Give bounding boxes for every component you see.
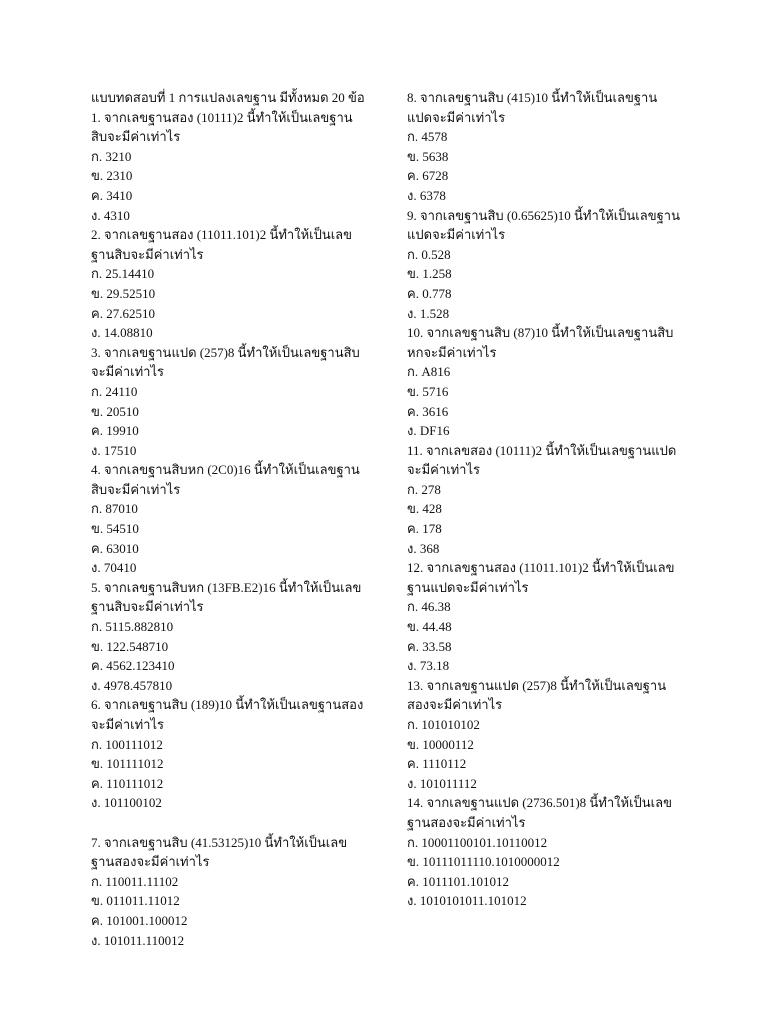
question-1 bbox=[91, 108, 366, 226]
question-5-prompt: 5. จากเลขฐานสิบหก (13FB.E2)16 นี้ทำให้เป็นเลขฐานสิบจะมีค่าเท่าไร bbox=[91, 579, 362, 615]
question-3-choice-4: ง. 17510 bbox=[91, 442, 137, 458]
question-14-choice-2: ข. 10111011110.1010000012 bbox=[407, 854, 560, 870]
question-12-choice-1: ก. 46.38 bbox=[407, 599, 451, 615]
question-11-choice-3: ค. 178 bbox=[407, 521, 442, 537]
question-13-choice-3: ค. 1110112 bbox=[407, 756, 467, 772]
question-5-choice-1: ก. 5115.882810 bbox=[91, 619, 174, 635]
question-12-choice-2: ข. 44.48 bbox=[407, 619, 452, 635]
right-column bbox=[407, 88, 682, 911]
question-10-choice-3: ค. 3616 bbox=[407, 403, 449, 419]
question-8-choice-2: ข. 5638 bbox=[407, 148, 449, 164]
question-7-choice-2: ข. 011011.11012 bbox=[91, 893, 180, 909]
exam-title: แบบทดสอบที่ 1 การแปลงเลขฐาน มีทั้งหมด 20 ข้อ bbox=[91, 90, 365, 105]
question-14-prompt: 14. จากเลขฐานแปด (2736.501)8 นี้ทำให้เป็นเลขฐานสองจะมีค่าเท่าไร bbox=[407, 795, 672, 830]
question-13 bbox=[407, 676, 682, 794]
left-column bbox=[91, 88, 366, 950]
question-13-prompt: 13. จากเลขฐานแปด (257)8 นี้ทำให้เป็นเลขฐานสองจะมีค่าเท่าไร bbox=[407, 677, 667, 713]
question-5 bbox=[91, 578, 366, 696]
question-1-choice-2: ข. 2310 bbox=[91, 168, 133, 184]
question-14-choice-4: ง. 1010101011.101012 bbox=[407, 893, 527, 909]
question-1-prompt: 1. จากเลขฐานสอง (10111)2 นี้ทำให้เป็นเลขฐานสิบจะมีค่าเท่าไร bbox=[91, 109, 353, 145]
question-3-choice-2: ข. 20510 bbox=[91, 403, 139, 419]
question-10-prompt: 10. จากเลขฐานสิบ (87)10 นี้ทำให้เป็นเลขฐานสิบหกจะมีค่าเท่าไร bbox=[407, 325, 674, 360]
question-8-choice-3: ค. 6728 bbox=[407, 168, 449, 184]
question-6 bbox=[91, 695, 366, 813]
question-10-choice-4: ง. DF16 bbox=[407, 423, 450, 439]
question-3-choice-3: ค. 19910 bbox=[91, 423, 139, 439]
question-5-choice-4: ง. 4978.457810 bbox=[91, 677, 173, 693]
question-14 bbox=[407, 793, 682, 911]
question-8 bbox=[407, 88, 682, 206]
question-2 bbox=[91, 225, 366, 343]
question-7-prompt: 7. จากเลขฐานสิบ (41.53125)10 นี้ทำให้เป็นเลขฐานสองจะมีค่าเท่าไร bbox=[91, 834, 348, 870]
question-9-choice-2: ข. 1.258 bbox=[407, 266, 452, 282]
question-13-choice-1: ก. 101010102 bbox=[407, 717, 480, 732]
question-11-prompt: 11. จากเลขสอง (10111)2 นี้ทำให้เป็นเลขฐานแปดจะมีค่าเท่าไร bbox=[407, 442, 677, 478]
question-2-prompt: 2. จากเลขฐานสอง (11011.101)2 นี้ทำให้เป็นเลขฐานสิบจะมีค่าเท่าไร bbox=[91, 227, 353, 262]
question-11-choice-4: ง. 368 bbox=[407, 540, 440, 556]
question-1-choice-1: ก. 3210 bbox=[91, 148, 132, 164]
question-6-choice-4: ง. 101100102 bbox=[91, 795, 162, 811]
question-1-choice-3: ค. 3410 bbox=[91, 187, 133, 203]
question-2-choice-3: ค. 27.62510 bbox=[91, 305, 155, 321]
question-4-choice-2: ข. 54510 bbox=[91, 521, 139, 537]
question-8-choice-1: ก. 4578 bbox=[407, 129, 448, 145]
question-7-choice-4: ง. 101011.110012 bbox=[91, 932, 185, 948]
question-6-choice-2: ข. 101111012 bbox=[91, 756, 164, 772]
question-6-choice-3: ค. 110111012 bbox=[91, 775, 164, 791]
question-6-prompt: 6. จากเลขฐานสิบ (189)10 นี้ทำให้เป็นเลขฐานสองจะมีค่าเท่าไร bbox=[91, 697, 364, 732]
question-5-choice-3: ค. 4562.123410 bbox=[91, 658, 175, 674]
question-2-choice-1: ก. 25.14410 bbox=[91, 266, 155, 282]
question-9-choice-4: ง. 1.528 bbox=[407, 305, 450, 321]
question-2-choice-2: ข. 29.52510 bbox=[91, 285, 156, 301]
question-8-choice-4: ง. 6378 bbox=[407, 187, 446, 203]
question-12-prompt: 12. จากเลขฐานสอง (11011.101)2 นี้ทำให้เป็นเลขฐานแปดจะมีค่าเท่าไร bbox=[407, 560, 675, 595]
question-7-choice-1: ก. 110011.11102 bbox=[91, 873, 179, 889]
question-11 bbox=[407, 441, 682, 559]
question-13-choice-4: ง. 101011112 bbox=[407, 775, 477, 791]
question-14-choice-3: ค. 1011101.101012 bbox=[407, 873, 509, 889]
question-10 bbox=[407, 323, 682, 441]
question-2-choice-4: ง. 14.08810 bbox=[91, 325, 153, 341]
question-8-prompt: 8. จากเลขฐานสิบ (415)10 นี้ทำให้เป็นเลขฐานแปดจะมีค่าเท่าไร bbox=[407, 90, 658, 125]
question-10-choice-1: ก. A816 bbox=[407, 364, 451, 380]
question-9-choice-1: ก. 0.528 bbox=[407, 246, 451, 262]
question-3-choice-1: ก. 24110 bbox=[91, 383, 138, 399]
question-5-choice-2: ข. 122.548710 bbox=[91, 638, 169, 654]
question-4-choice-4: ง. 70410 bbox=[91, 560, 137, 576]
question-4-choice-1: ก. 87010 bbox=[91, 501, 138, 517]
question-11-choice-1: ก. 278 bbox=[407, 481, 441, 497]
question-4-prompt: 4. จากเลขฐานสิบหก (2C0)16 นี้ทำให้เป็นเลขฐานสิบจะมีค่าเท่าไร bbox=[91, 462, 360, 497]
question-4-choice-3: ค. 63010 bbox=[91, 540, 139, 556]
question-12-choice-4: ง. 73.18 bbox=[407, 658, 450, 674]
question-9-prompt: 9. จากเลขฐานสิบ (0.65625)10 นี้ทำให้เป็นเลขฐานแปดจะมีค่าเท่าไร bbox=[407, 207, 680, 243]
question-13-choice-2: ข. 10000112 bbox=[407, 736, 474, 752]
question-12 bbox=[407, 558, 682, 676]
question-9-choice-3: ค. 0.778 bbox=[407, 285, 452, 301]
question-9 bbox=[407, 206, 682, 324]
question-7-choice-3: ค. 101001.100012 bbox=[91, 912, 188, 928]
question-6-choice-1: ก. 100111012 bbox=[91, 736, 163, 752]
question-10-choice-2: ข. 5716 bbox=[407, 383, 449, 399]
question-3 bbox=[91, 343, 366, 461]
question-11-choice-2: ข. 428 bbox=[407, 501, 442, 517]
question-4 bbox=[91, 460, 366, 578]
question-7 bbox=[91, 833, 366, 951]
question-3-prompt: 3. จากเลขฐานแปด (257)8 นี้ทำให้เป็นเลขฐานสิบจะมีค่าเท่าไร bbox=[91, 344, 360, 380]
question-12-choice-3: ค. 33.58 bbox=[407, 638, 452, 654]
question-1-choice-4: ง. 4310 bbox=[91, 207, 130, 223]
question-14-choice-1: ก. 10001100101.10110012 bbox=[407, 834, 548, 850]
